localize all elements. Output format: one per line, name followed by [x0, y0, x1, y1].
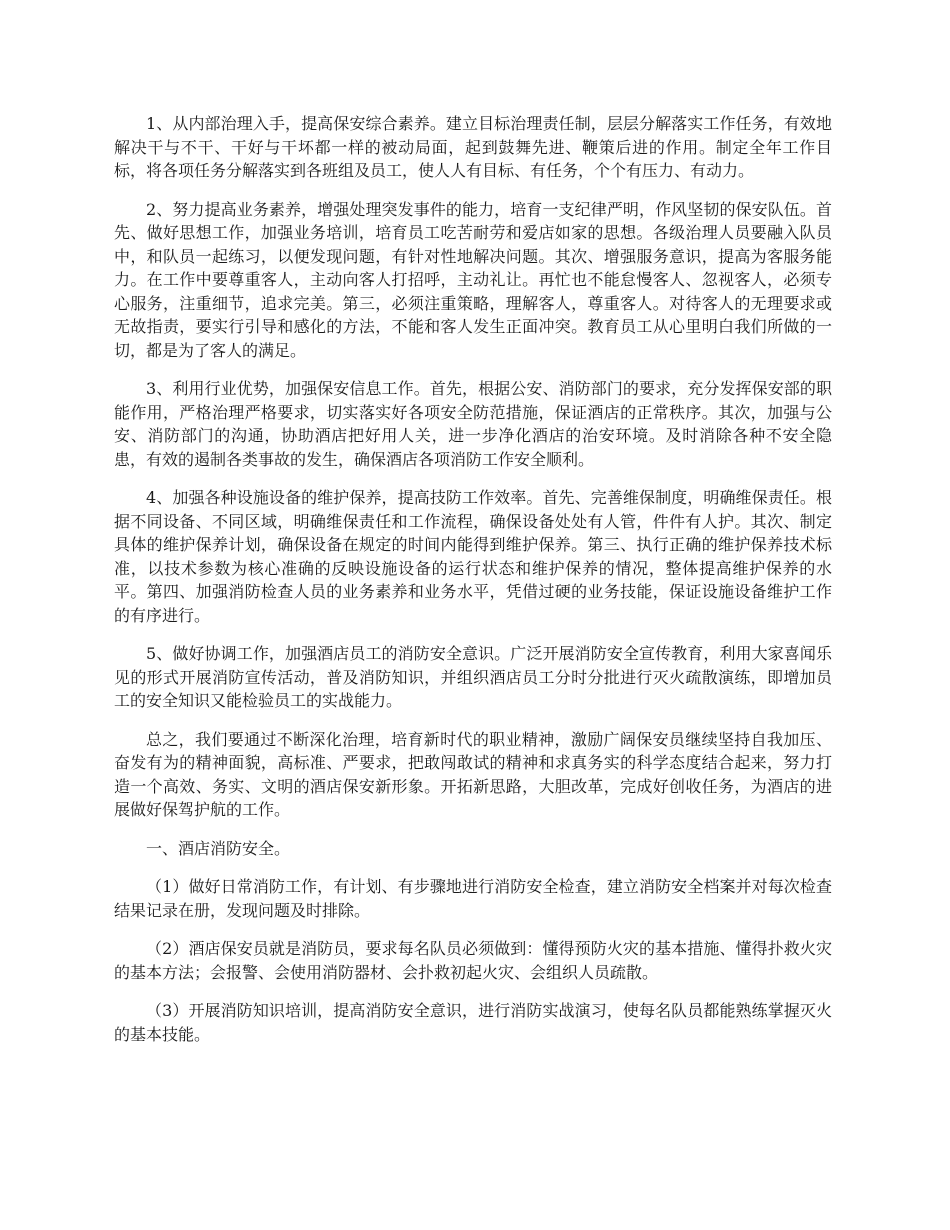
paragraph-summary: 总之，我们要通过不断深化治理，培育新时代的职业精神，激励广阔保安员继续坚持自我加压、奋发有为的精神面貌，高标准、严要求，把敢闯敢试的精神和求真务实的科学态度结合起来，努力打造一个高效、务实、文明的酒店保安新形象。开拓新思路，大胆改革，完成好创收任务，为酒店的进展做好保驾护航的工作。 [114, 729, 832, 819]
list-item-3: （3）开展消防知识培训，提高消防安全意识，进行消防实战演习，使每名队员都能熟练掌握灭火的基本技能。 [114, 1001, 832, 1044]
section-heading-fire-safety: 一、酒店消防安全。 [146, 838, 291, 858]
paragraph-4: 4、加强各种设施设备的维护保养，提高技防工作效率。首先、完善维保制度，明确维保责任。根据不同设备、不同区域，明确维保责任和工作流程，确保设备处处有人管，件件有人护。其次、制定具体的维护保养计划，确保设备在规定的时间内能得到维护保养。第三、执行正确的维护保养技术标准，以技术参数为核心准确的反映设施设备的运行状态和维护保养的情况，整体提高维护保养的水平。第四、加强消防检查人员的业务素养和业务水平，凭借过硬的业务技能，保证设施设备维护工作的有序进行。 [114, 488, 832, 625]
document-body [114, 112, 832, 1061]
paragraph-1: 1、从内部治理入手，提高保安综合素养。建立目标治理责任制，层层分解落实工作任务，有效地解决干与不干、干好与干坏都一样的被动局面，起到鼓舞先进、鞭策后进的作用。制定全年工作目标，将各项任务分解落实到各班组及员工，使人人有目标、有任务，个个有压力、有动力。 [114, 114, 832, 180]
paragraph-5: 5、做好协调工作，加强酒店员工的消防安全意识。广泛开展消防安全宣传教育，利用大家喜闻乐见的形式开展消防宣传活动，普及消防知识，并组织酒店员工分时分批进行灭火疏散演练，即增加员工的安全知识又能检验员工的实战能力。 [114, 644, 832, 710]
list-item-1: （1）做好日常消防工作，有计划、有步骤地进行消防安全检查，建立消防安全档案并对每次检查结果记录在册，发现问题及时排除。 [114, 877, 832, 920]
paragraph-2: 2、努力提高业务素养，增强处理突发事件的能力，培育一支纪律严明，作风坚韧的保安队伍。首先、做好思想工作，加强业务培训，培育员工吃苦耐劳和爱店如家的思想。各级治理人员要融入队员中，和队员一起练习，以便发现问题，有针对性地解决问题。其次、增强服务意识，提高为客服务能力。在工作中要尊重客人，主动向客人打招呼，主动礼让。再忙也不能怠慢客人、忽视客人，必须专心服务，注重细节，追求完美。第三，必须注重策略，理解客人，尊重客人。对待客人的无理要求或无故指责，要实行引导和感化的方法，不能和客人发生正面冲突。教育员工从心里明白我们所做的一切，都是为了客人的满足。 [114, 199, 832, 360]
paragraph-3: 3、利用行业优势，加强保安信息工作。首先，根据公安、消防部门的要求，充分发挥保安部的职能作用，严格治理严格要求，切实落实好各项安全防范措施，保证酒店的正常秩序。其次，加强与公安、消防部门的沟通，协助酒店把好用人关，进一步净化酒店的治安环境。及时消除各种不安全隐患，有效的遏制各类事故的发生，确保酒店各项消防工作安全顺利。 [114, 379, 832, 469]
list-item-2: （2）酒店保安员就是消防员，要求每名队员必须做到：懂得预防火灾的基本措施、懂得扑救火灾的基本方法；会报警、会使用消防器材、会扑救初起火灾、会组织人员疏散。 [114, 939, 832, 982]
